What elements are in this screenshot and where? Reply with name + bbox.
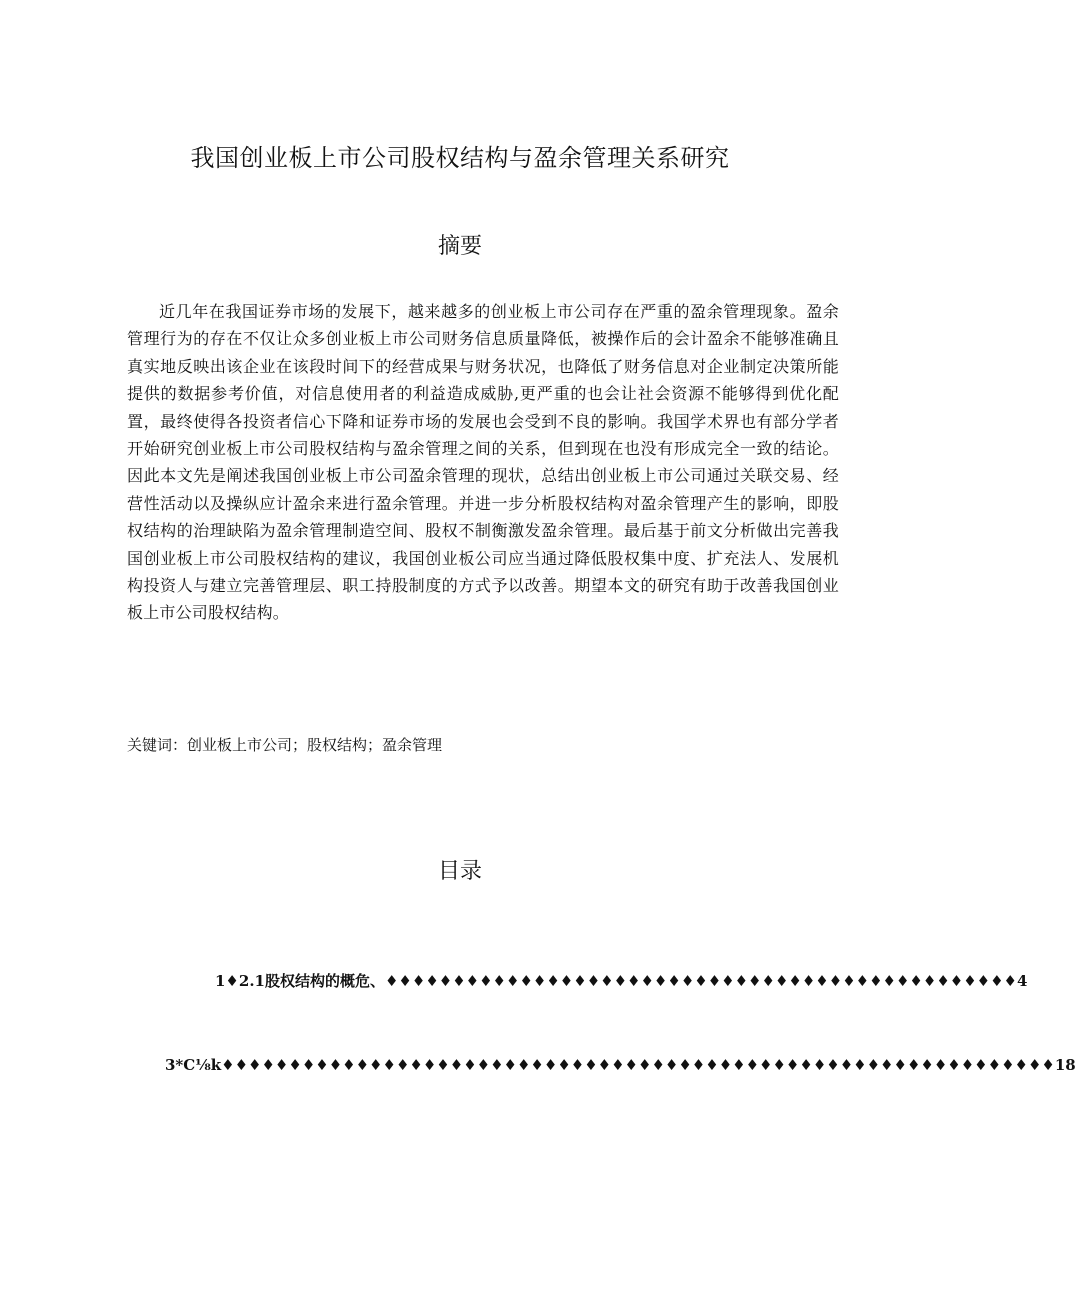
toc-entry[interactable]: 1♦2.1股权结构的概危、♦♦♦♦♦♦♦♦♦♦♦♦♦♦♦♦♦♦♦♦♦♦♦♦♦♦♦♦♦♦♦♦♦♦♦♦♦♦♦♦♦♦♦♦♦♦♦4 [215, 972, 1028, 990]
abstract-heading: 摘要 [437, 234, 482, 259]
toc-heading: 目录 [437, 859, 482, 884]
document-title: 我国创业板上市公司股权结构与盈余管理关系研究 [190, 144, 730, 172]
keywords-line: 关键词：创业板上市公司；股权结构；盈余管理 [127, 736, 443, 754]
abstract-paragraph: 近几年在我国证券市场的发展下，越来越多的创业板上市公司存在严重的盈余管理现象。盈余管理行为的存在不仅让众多创业板上市公司财务信息质量降低，被操作后的会计盈余不能够准确且真实地反映出该企业在该段时间下的经营成果与财务状况，也降低了财务信息对企业制定决策所能提供的数据参考价值，对信息使用者的利益造成威胁,更严重的也会让社会资源不能够得到优化配置，最终使得各投资者信心下降和证券市场的发展也会受到不良的影响。我国学术界也有部分学者开始研究创业板上市公司股权结构与盈余管理之间的关系，但到现在也没有形成完全一致的结论。因此本文先是阐述我国创业板上市公司盈余管理的现状，总结出创业板上市公司通过关联交易、经营性活动以及操纵应计盈余来进行盈余管理。并进一步分析股权结构对盈余管理产生的影响，即股权结构的治理缺陷为盈余管理制造空间、股权不制衡激发盈余管理。最后基于前文分析做出完善我国创业板上市公司股权结构的建议，我国创业板公司应当通过降低股权集中度、扩充法人、发展机构投资人与建立完善管理层、职工持股制度的方式予以改善。期望本文的研究有助于改善我国创业板上市公司股权结构。 [127, 302, 839, 623]
toc-entry[interactable]: 3*C⅛k♦♦♦♦♦♦♦♦♦♦♦♦♦♦♦♦♦♦♦♦♦♦♦♦♦♦♦♦♦♦♦♦♦♦♦♦♦♦♦♦♦♦♦♦♦♦♦♦♦♦♦♦♦♦♦♦♦♦♦♦♦♦18 [165, 1056, 1076, 1074]
